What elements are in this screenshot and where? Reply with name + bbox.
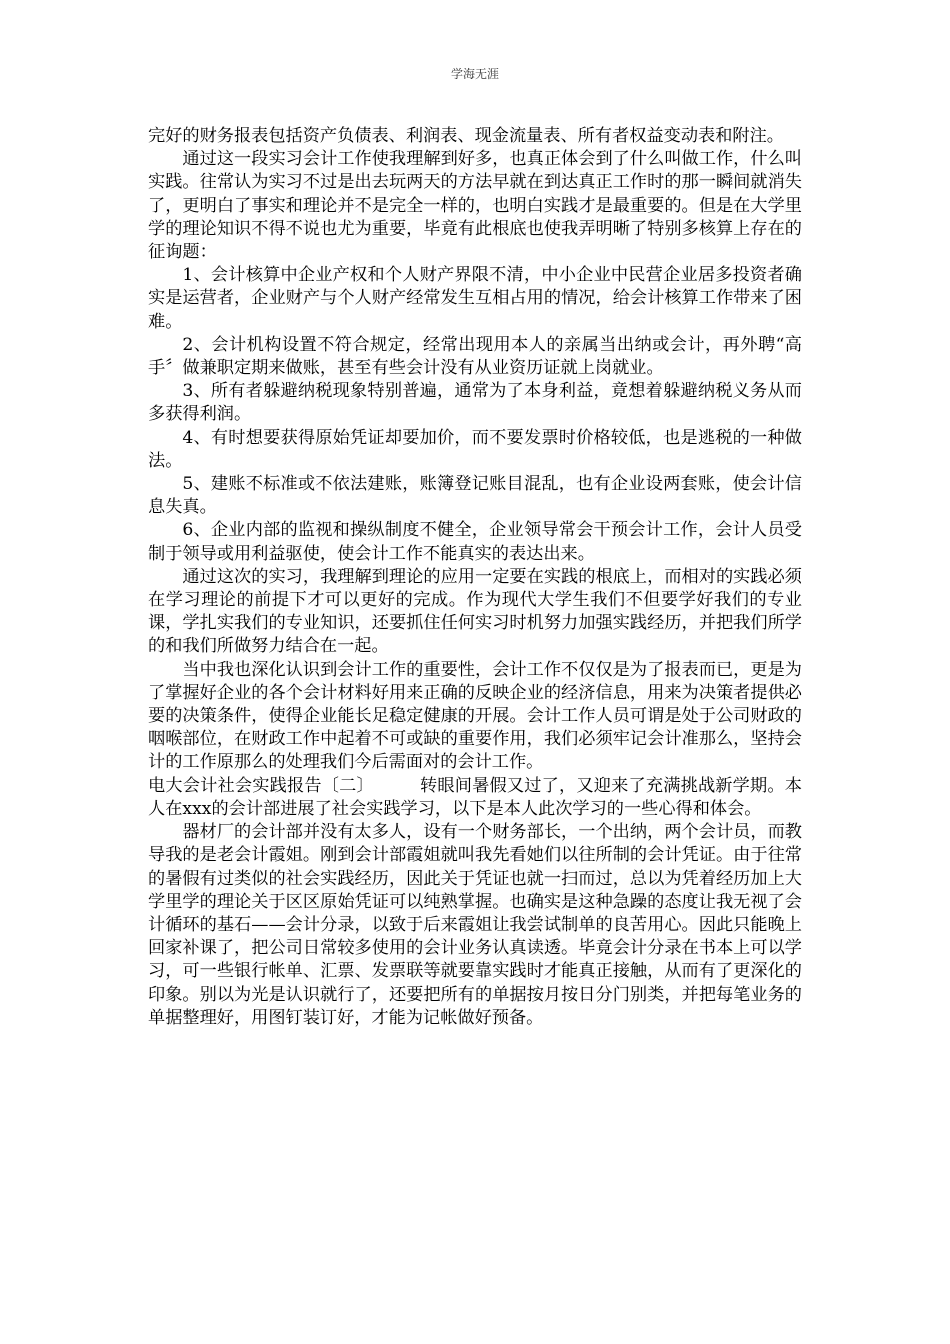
list-item-1: 1、会计核算中企业产权和个人财产界限不清，中小企业中民营企业居多投资者确实是运营者，企业财产与个人财产经常发生互相占用的情况，给会计核算工作带来了困难。 — [148, 265, 802, 332]
paragraph-continuation: 完好的财务报表包括资产负债表、利润表、现金流量表、所有者权益变动表和附注。 — [148, 126, 784, 146]
list-item-6: 6、企业内部的监视和操纵制度不健全，企业领导常会干预会计工作，会计人员受制于领导或用利益驱使，使会计工作不能真实的表达出来。 — [148, 520, 802, 564]
paragraph: 器材厂的会计部并没有太多人，设有一个财务部长，一个出纳，两个会计员，而教导我的是老会计霞姐。刚到会计部霞姐就叫我先看她们以往所制的会计凭证。由于往常的暑假有过类似的社会实践经历，因此关于凭证也就一扫而过，总以为凭着经历加上大学里学的理论关于区区原始凭证可以纯熟掌握。也确实是这种急躁的态度让我无视了会计循环的基石——会计分录，以致于后来霞姐让我尝试制单的良苦用心。因此只能晚上回家补课了，把公司日常较多使用的会计业务认真读透。毕竟会计分录在书本上可以学习，可一些银行帐单、汇票、发票联等就要靠实践时才能真正接触，从而有了更深化的印象。别以为光是认识就行了，还要把所有的单据按月按日分门别类，并把每笔业务的单据整理好，用图钉装订好，才能为记帐做好预备。 — [148, 822, 802, 1028]
page-header: 学海无涯 — [450, 67, 499, 81]
section-intro: 转眼间暑假又过了，又迎来了充满挑战新学期。本人在xxx的会计部进展了社会实践学习，以下是本人此次学习的一些心得和体会。 — [148, 775, 802, 819]
section-paragraph — [148, 775, 802, 821]
paragraph: 当中我也深化认识到会计工作的重要性，会计工作不仅仅是为了报表而已，更是为了掌握好企业的各个会计材料好用来正确的反映企业的经济信息，用来为决策者提供必要的决策条件，使得企业能长足稳定健康的开展。会计工作人员可谓是处于公司财政的咽喉部位，在财政工作中起着不可或缺的重要作用，我们必须牢记会计准那么，坚持会计的工作原那么的处理我们今后需面对的会计工作。 — [148, 659, 802, 773]
list-item-3: 3、所有者躲避纳税现象特别普遍，通常为了本身利益，竟想着躲避纳税义务从而多获得利润。 — [148, 381, 802, 425]
paragraph: 通过这一段实习会计工作使我理解到好多，也真正体会到了什么叫做工作，什么叫实践。往常认为实习不过是出去玩两天的方法早就在到达真正工作时的那一瞬间就消失了，更明白了事实和理论并不是完全一样的，也明白实践才是最重要的。但是在大学里学的理论知识不得不说也尤为重要，毕竟有此根底也使我弄明晰了特别多核算上存在的征询题： — [148, 149, 802, 263]
list-item-5: 5、建账不标准或不依法建账，账簿登记账目混乱，也有企业设两套账，使会计信息失真。 — [148, 474, 802, 518]
section-title: 电大会计社会实践报告〔二〕 — [148, 775, 374, 796]
paragraph: 通过这次的实习，我理解到理论的应用一定要在实践的根底上，而相对的实践必须在学习理论的前提下才可以更好的完成。作为现代大学生我们不但要学好我们的专业课，学扎实我们的专业知识，还要抓住任何实习时机努力加强实践经历，并把我们所学的和我们所做努力结合在一起。 — [148, 566, 802, 657]
list-item-2: 2、会计机构设置不符合规定，经常出现用本人的亲属当出纳或会计，再外聘“高手〞做兼职定期来做账，甚至有些会计没有从业资历证就上岗就业。 — [148, 334, 802, 379]
list-item-4: 4、有时想要获得原始凭证却要加价，而不要发票时价格较低，也是逃税的一种做法。 — [148, 427, 802, 471]
document-body — [148, 125, 802, 1030]
